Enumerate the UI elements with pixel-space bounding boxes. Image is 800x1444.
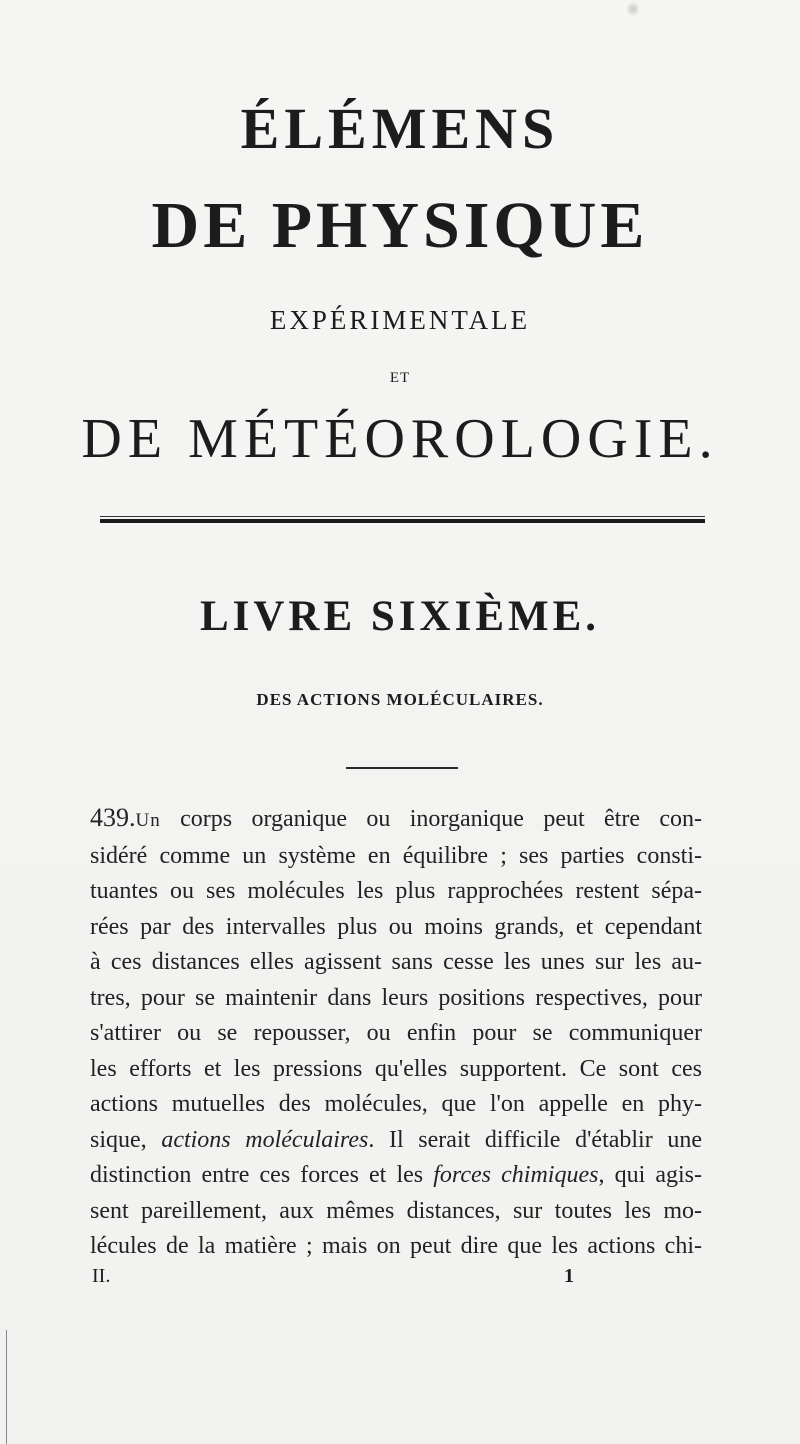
title-line-meteorologie: DE MÉTÉOROLOGIE. (81, 408, 719, 470)
paragraph-line: sidéré comme un système en équilibre ; ses parties consti- (90, 842, 702, 869)
paragraph-line: les efforts et les pressions qu'elles supportent. Ce sont ces (90, 1055, 702, 1082)
double-rule-thin-line (100, 516, 705, 517)
paragraph-line: actions mutuelles des molécules, que l'on appelle en phy- (90, 1091, 702, 1117)
italic-term-forces-chimiques: forces chimiques (433, 1162, 599, 1188)
paragraph-line-text: . Il serait difficile d'établir une (368, 1126, 703, 1153)
paper-speck (627, 0, 639, 18)
double-rule-thick-line (100, 519, 705, 523)
paragraph-line: s'attirer ou se repousser, ou enfin pour se communiquer (90, 1020, 702, 1046)
paragraph-line (90, 800, 702, 839)
paragraph-line-text: , qui agis- (598, 1162, 703, 1188)
italic-term-actions-moleculaires: actions moléculaires (161, 1126, 369, 1153)
paragraph-line: tres, pour se maintenir dans leurs positions respectives, pour (90, 984, 702, 1011)
title-line-experimentale: EXPÉRIMENTALE (269, 305, 531, 335)
paragraph-line-text: distinction entre ces forces et les (90, 1162, 434, 1188)
body-paragraph (90, 800, 702, 1265)
paragraph-line: tuantes ou ses molécules les plus rapprochées restent sépa- (90, 878, 702, 904)
chapter-subtitle: DES ACTIONS MOLÉCULAIRES. (256, 690, 544, 709)
paragraph-line-text: sique, (90, 1126, 162, 1153)
paragraph-line-text: corps organique ou inorganique peut être con- (160, 806, 702, 832)
short-rule-divider (346, 767, 458, 769)
paragraph-line: lécules de la matière ; mais on peut dire que les actions chi- (90, 1233, 702, 1259)
book-heading: LIVRE SIXIÈME. (199, 593, 601, 640)
signature-mark: II. (92, 1265, 111, 1287)
paragraph-number: 439. (90, 803, 136, 832)
binding-edge-line (6, 1330, 7, 1444)
page-number: 1 (564, 1265, 574, 1287)
title-line-et: ET (389, 370, 411, 386)
paragraph-line (90, 1123, 702, 1159)
title-line-elemens: ÉLÉMENS (240, 96, 560, 161)
paragraph-line: à ces distances elles agissent sans cesse les unes sur les au- (90, 949, 702, 975)
double-rule-divider (100, 516, 705, 523)
paragraph-line (90, 1158, 702, 1194)
paragraph-line: sent pareillement, aux mêmes distances, sur toutes les mo- (90, 1197, 702, 1224)
paragraph-line: rées par des intervalles plus ou moins grands, et cependant (90, 913, 702, 940)
title-line-de-physique: DE PHYSIQUE (151, 189, 649, 262)
paragraph-first-word: Un (135, 810, 161, 831)
